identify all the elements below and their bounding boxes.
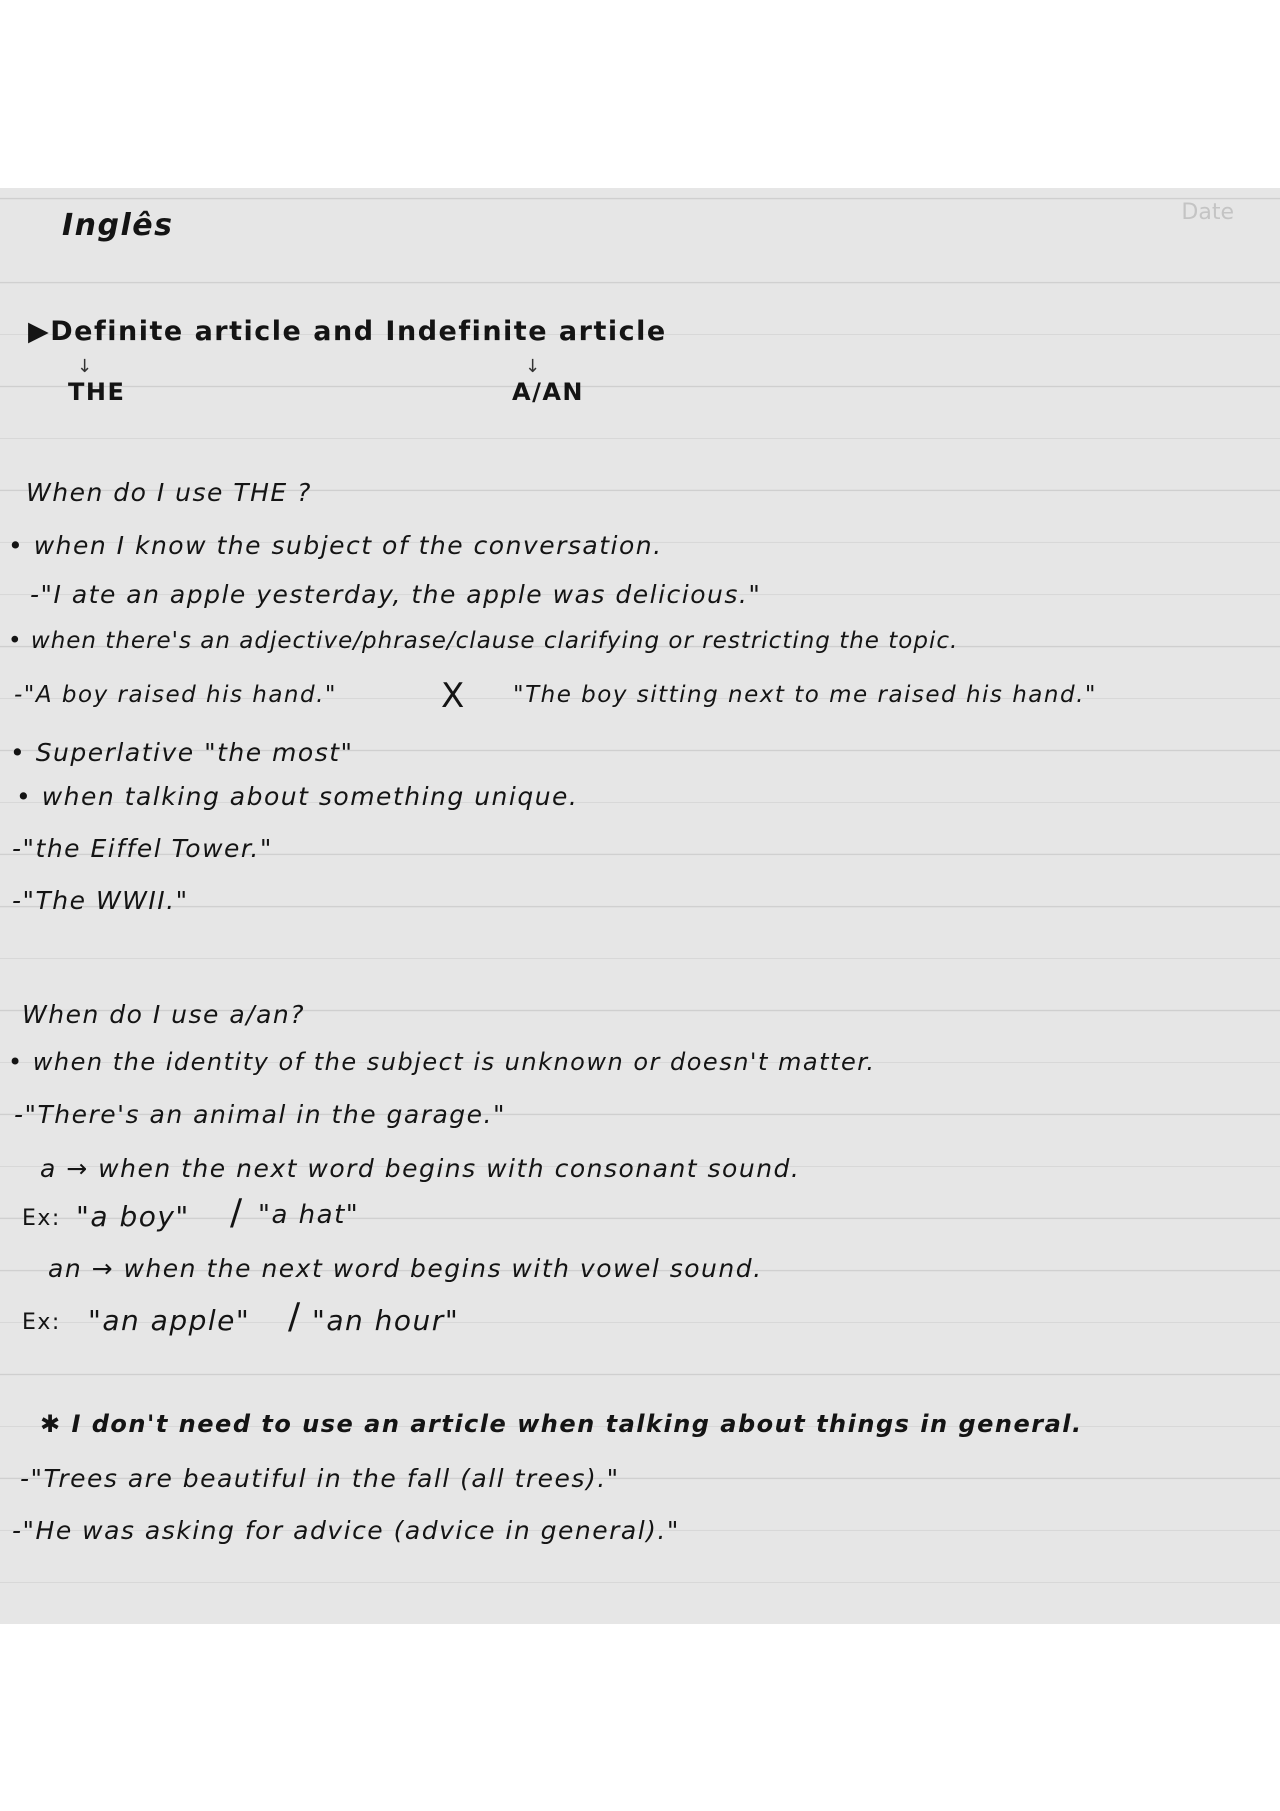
general-note: ✱ I don't need to use an article when talking about things in general. bbox=[40, 1410, 1083, 1438]
example-line: "The boy sitting next to me raised his hand." bbox=[513, 682, 1097, 708]
list-item: • Superlative "the most" bbox=[10, 738, 354, 767]
list-item: • when there's an adjective/phrase/clause clarifying or restricting the topic. bbox=[8, 628, 959, 654]
example-an-hour: "an hour" bbox=[312, 1304, 460, 1337]
question-a-an: When do I use a/an? bbox=[22, 1000, 306, 1029]
example-line: -"The WWII." bbox=[12, 886, 189, 915]
slash-divider: / bbox=[288, 1296, 301, 1337]
arrow-down-icon: ↓ bbox=[525, 356, 541, 377]
rule-a: a → when the next word begins with consonant sound. bbox=[40, 1154, 801, 1183]
example-line: -"Trees are beautiful in the fall (all trees)." bbox=[20, 1464, 620, 1493]
date-label: Date bbox=[1181, 200, 1234, 225]
ex-label: Ex: bbox=[22, 1206, 61, 1231]
the-label: THE bbox=[68, 378, 126, 406]
question-the: When do I use THE ? bbox=[26, 478, 312, 507]
ex-label: Ex: bbox=[22, 1310, 61, 1335]
list-item: • when talking about something unique. bbox=[16, 782, 579, 811]
example-line: -"I ate an apple yesterday, the apple was delicious." bbox=[30, 580, 762, 609]
arrow-down-icon: ↓ bbox=[77, 356, 93, 377]
slash-divider: / bbox=[230, 1192, 243, 1233]
cross-mark: X bbox=[441, 676, 465, 716]
list-item: • when the identity of the subject is unknown or doesn't matter. bbox=[8, 1048, 876, 1076]
example-an-apple: "an apple" bbox=[88, 1304, 251, 1337]
example-line: -"A boy raised his hand." bbox=[14, 682, 338, 708]
example-line: -"the Eiffel Tower." bbox=[12, 834, 273, 863]
example-a-hat: "a hat" bbox=[258, 1200, 360, 1230]
rule-an: an → when the next word begins with vowel sound. bbox=[48, 1254, 763, 1283]
articles-heading: ▶Definite article and Indefinite article bbox=[28, 316, 667, 347]
example-a-boy: "a boy" bbox=[76, 1200, 190, 1233]
page-title: Inglês bbox=[62, 208, 174, 243]
example-line: -"He was asking for advice (advice in general)." bbox=[12, 1516, 680, 1545]
example-line: -"There's an animal in the garage." bbox=[14, 1100, 507, 1129]
notebook-page bbox=[0, 188, 1280, 1624]
list-item: • when I know the subject of the conversation. bbox=[8, 531, 663, 560]
a-an-label: A/AN bbox=[512, 378, 584, 406]
